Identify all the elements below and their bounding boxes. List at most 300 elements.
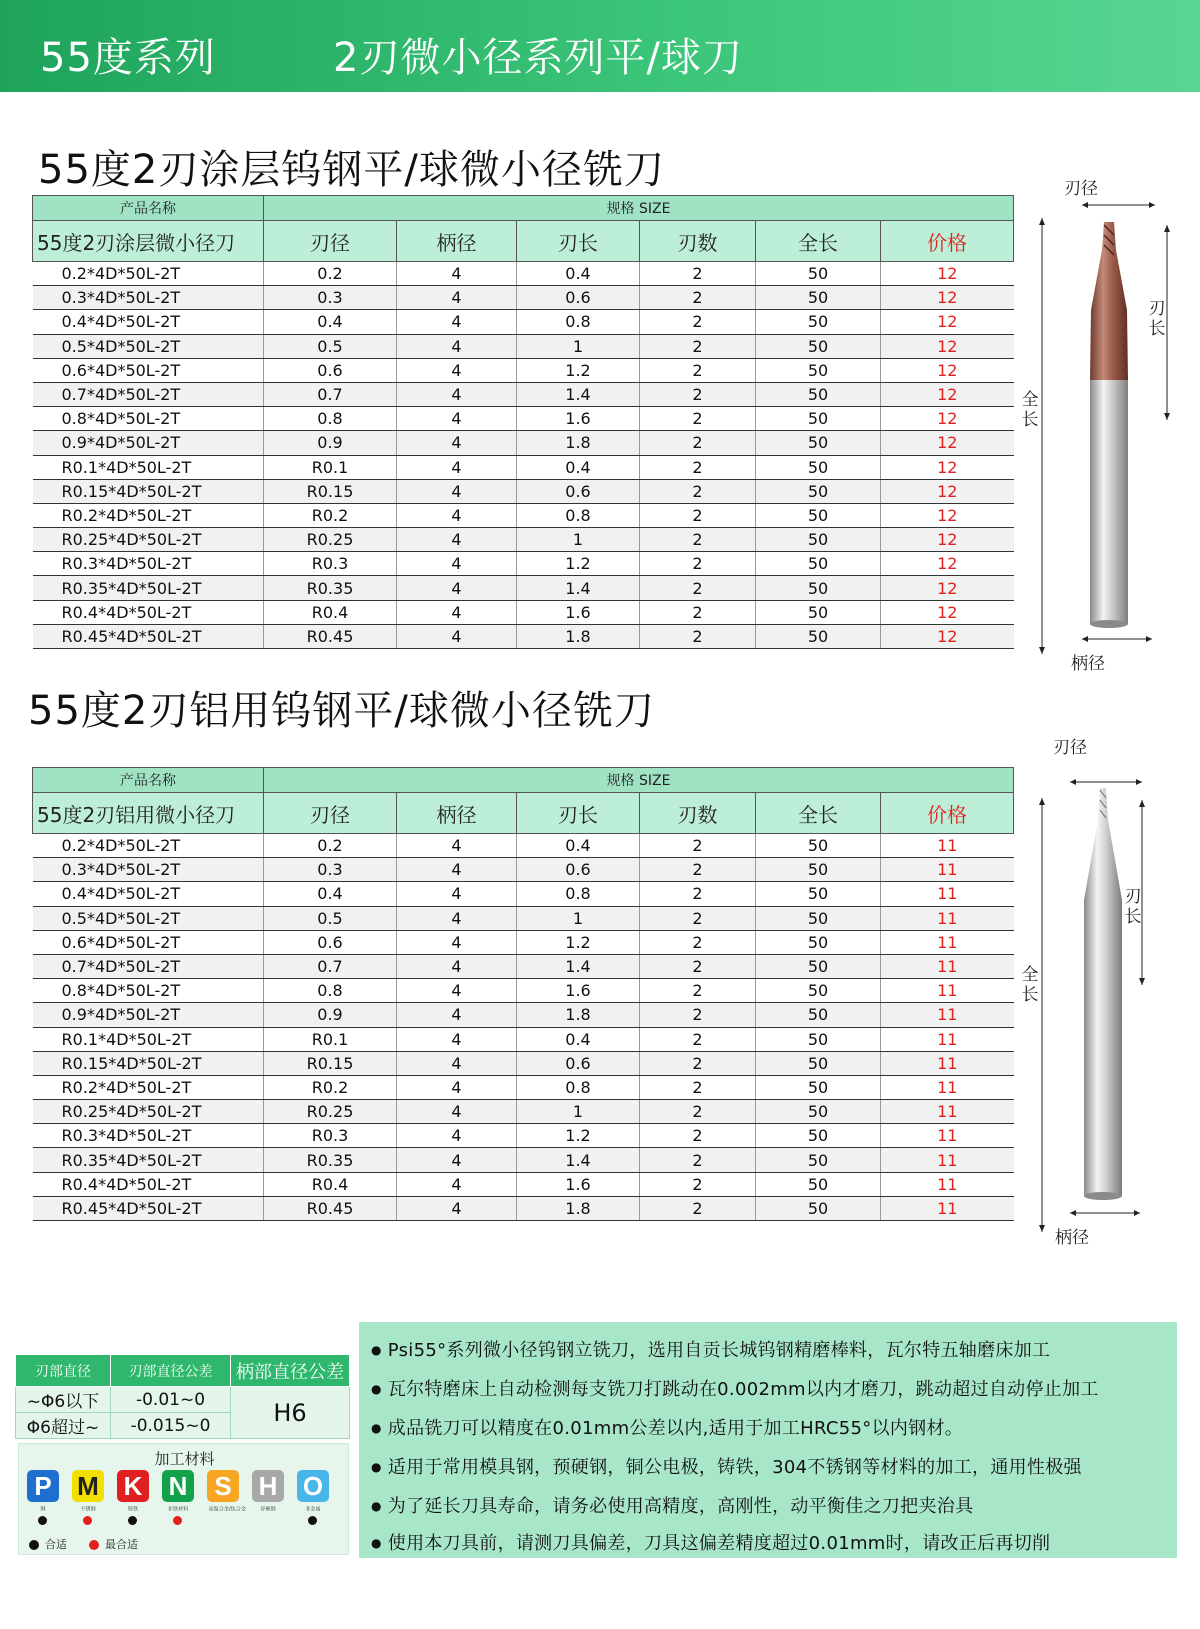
price-cell: 12: [881, 262, 1014, 286]
price-cell: 12: [881, 552, 1014, 576]
diagram2-shank-dia-label: 柄径: [1055, 1228, 1089, 1248]
price-cell: 11: [881, 858, 1014, 882]
flute-len-cell: 1.8: [517, 431, 640, 455]
model-cell: R0.4*4D*50L-2T: [33, 1172, 264, 1196]
flutes-cell: 2: [640, 407, 756, 431]
table-row: [33, 286, 1014, 310]
price-cell: 12: [881, 624, 1014, 648]
cut-dia-cell: 0.9: [264, 431, 397, 455]
overall-len-cell: 50: [756, 979, 881, 1003]
material-name: 钢: [40, 1506, 46, 1513]
table-row: [33, 1148, 1014, 1172]
overall-len-cell: 50: [756, 600, 881, 624]
material-name: 非铁材料: [167, 1506, 189, 1513]
col-price: 价格: [881, 221, 1014, 262]
flute-len-cell: 0.6: [517, 286, 640, 310]
model-cell: R0.45*4D*50L-2T: [33, 1196, 264, 1220]
shank-dia-cell: 4: [397, 1172, 517, 1196]
material-s: [206, 1470, 246, 1513]
table-row: [33, 262, 1014, 286]
cut-dia-cell: R0.15: [264, 479, 397, 503]
flutes-cell: 2: [640, 310, 756, 334]
overall-len-cell: 50: [756, 528, 881, 552]
flutes-cell: 2: [640, 979, 756, 1003]
model-cell: R0.3*4D*50L-2T: [33, 1124, 264, 1148]
table-row: [33, 334, 1014, 358]
shank-dia-cell: 4: [397, 624, 517, 648]
price-cell: 12: [881, 600, 1014, 624]
coated-end-mill-diagram: [1030, 180, 1200, 685]
material-n: [161, 1470, 195, 1513]
flutes-cell: 2: [640, 1196, 756, 1220]
overall-len-cell: 50: [756, 1100, 881, 1124]
flute-len-cell: 1: [517, 906, 640, 930]
shank-dia-cell: 4: [397, 431, 517, 455]
flute-len-cell: 1.4: [517, 382, 640, 406]
price-cell: 12: [881, 528, 1014, 552]
shank-dia-cell: 4: [397, 310, 517, 334]
table-row: [33, 600, 1014, 624]
section1-title: 55度2刃涂层钨钢平/球微小径铣刀: [38, 147, 665, 193]
model-cell: R0.35*4D*50L-2T: [33, 1148, 264, 1172]
cut-dia-cell: 0.5: [264, 334, 397, 358]
price-cell: 11: [881, 1051, 1014, 1075]
overall-len-cell: 50: [756, 1051, 881, 1075]
price-cell: 11: [881, 1148, 1014, 1172]
note-5: ● 为了延长刀具寿命，请务必使用高精度，高刚性，动平衡佳之刀把夹治具: [371, 1492, 973, 1518]
flute-len-cell: 0.8: [517, 882, 640, 906]
shank-dia-cell: 4: [397, 954, 517, 978]
flutes-cell: 2: [640, 262, 756, 286]
flutes-cell: 2: [640, 1027, 756, 1051]
category-title: 2刃微小径系列平/球刀: [333, 35, 743, 81]
overall-len-cell: 50: [756, 906, 881, 930]
model-cell: R0.15*4D*50L-2T: [33, 1051, 264, 1075]
overall-len-cell: 50: [756, 834, 881, 858]
red-dot-icon: [89, 1540, 99, 1550]
flute-len-cell: 1.4: [517, 1148, 640, 1172]
material-name: 高温合金/钛合金: [208, 1506, 246, 1513]
flutes-cell: 2: [640, 1148, 756, 1172]
flutes-cell: 2: [640, 382, 756, 406]
table-row: [33, 930, 1014, 954]
price-cell: 12: [881, 407, 1014, 431]
table-row: [33, 906, 1014, 930]
tol-header-dia-tol: 刃部直径公差: [111, 1355, 231, 1387]
flutes-cell: 2: [640, 528, 756, 552]
price-cell: 12: [881, 310, 1014, 334]
overall-len-cell: 50: [756, 358, 881, 382]
model-cell: R0.15*4D*50L-2T: [33, 479, 264, 503]
flutes-cell: 2: [640, 624, 756, 648]
shank-dia-cell: 4: [397, 1003, 517, 1027]
flute-len-cell: 1: [517, 334, 640, 358]
overall-len-cell: 50: [756, 407, 881, 431]
black-dot-icon: [308, 1516, 317, 1525]
shank-dia-cell: 4: [397, 1051, 517, 1075]
flutes-cell: 2: [640, 1100, 756, 1124]
cut-dia-cell: 0.5: [264, 906, 397, 930]
material-name: 淬硬钢: [260, 1506, 276, 1513]
flute-len-cell: 0.8: [517, 1075, 640, 1099]
table-row: [33, 1027, 1014, 1051]
notes-panel: [359, 1322, 1177, 1558]
model-cell: 0.6*4D*50L-2T: [33, 358, 264, 382]
cut-dia-cell: 0.2: [264, 834, 397, 858]
black-dot-icon: [128, 1516, 137, 1525]
tolerance-table: [15, 1354, 350, 1439]
model-cell: 0.9*4D*50L-2T: [33, 431, 264, 455]
overall-len-cell: 50: [756, 310, 881, 334]
tol-value-2: -0.015~0: [111, 1413, 231, 1439]
table-row: [33, 979, 1014, 1003]
material-k: [116, 1470, 150, 1513]
col-flutes: 刃数: [640, 793, 756, 834]
flute-len-cell: 1.6: [517, 1172, 640, 1196]
flute-len-cell: 0.4: [517, 834, 640, 858]
col-cut-dia: 刃径: [264, 221, 397, 262]
flute-len-cell: 0.6: [517, 858, 640, 882]
diagram1-shank-dia-label: 柄径: [1071, 654, 1105, 674]
flutes-cell: 2: [640, 600, 756, 624]
shank-dia-cell: 4: [397, 1148, 517, 1172]
model-cell: 0.4*4D*50L-2T: [33, 882, 264, 906]
materials-title: 加工材料: [154, 1450, 215, 1468]
flutes-cell: 2: [640, 1124, 756, 1148]
cut-dia-cell: R0.1: [264, 455, 397, 479]
diagram2-overall-len-label: 全长: [1021, 965, 1039, 1005]
shank-dia-cell: 4: [397, 1196, 517, 1220]
price-cell: 12: [881, 479, 1014, 503]
header-band: [0, 0, 1200, 92]
diagram1-overall-len-label: 全长: [1021, 390, 1039, 430]
flutes-cell: 2: [640, 334, 756, 358]
col-flute-len: 刃长: [517, 793, 640, 834]
diagram2-flute-len-label: 刃长: [1124, 887, 1142, 927]
overall-len-cell: 50: [756, 455, 881, 479]
flutes-cell: 2: [640, 930, 756, 954]
aluminum-end-mill-diagram: [1030, 760, 1200, 1260]
flute-len-cell: 0.8: [517, 310, 640, 334]
price-cell: 11: [881, 1172, 1014, 1196]
overall-len-cell: 50: [756, 286, 881, 310]
product-name: 55度2刃铝用微小径刀: [33, 793, 264, 834]
tol-header-shank-tol: 柄部直径公差: [231, 1355, 350, 1387]
price-cell: 11: [881, 1003, 1014, 1027]
flute-len-cell: 1.4: [517, 576, 640, 600]
model-cell: R0.25*4D*50L-2T: [33, 528, 264, 552]
model-cell: 0.9*4D*50L-2T: [33, 1003, 264, 1027]
table-row: [33, 1075, 1014, 1099]
overall-len-cell: 50: [756, 334, 881, 358]
price-cell: 11: [881, 882, 1014, 906]
material-letter-icon: S: [207, 1470, 239, 1502]
shank-dia-cell: 4: [397, 479, 517, 503]
section2-title: 55度2刃铝用钨钢平/球微小径铣刀: [28, 688, 655, 734]
red-dot-icon: [83, 1516, 92, 1525]
material-p: [26, 1470, 60, 1513]
cut-dia-cell: R0.4: [264, 1172, 397, 1196]
flutes-cell: 2: [640, 1075, 756, 1099]
shank-tolerance: H6: [231, 1387, 350, 1439]
price-cell: 11: [881, 1124, 1014, 1148]
cut-dia-cell: R0.15: [264, 1051, 397, 1075]
price-cell: 12: [881, 431, 1014, 455]
table-row: [33, 358, 1014, 382]
model-cell: R0.35*4D*50L-2T: [33, 576, 264, 600]
shank-dia-cell: 4: [397, 1100, 517, 1124]
table-row: [33, 407, 1014, 431]
shank-dia-cell: 4: [397, 906, 517, 930]
table-row: [33, 624, 1014, 648]
shank-dia-cell: 4: [397, 882, 517, 906]
flute-len-cell: 1.6: [517, 600, 640, 624]
flute-len-cell: 1.8: [517, 1196, 640, 1220]
flute-len-cell: 0.4: [517, 455, 640, 479]
flutes-cell: 2: [640, 882, 756, 906]
cut-dia-cell: R0.25: [264, 1100, 397, 1124]
flutes-cell: 2: [640, 834, 756, 858]
table-row: [33, 503, 1014, 527]
model-cell: R0.4*4D*50L-2T: [33, 600, 264, 624]
overall-len-cell: 50: [756, 624, 881, 648]
model-cell: R0.2*4D*50L-2T: [33, 503, 264, 527]
col-overall-len: 全长: [756, 221, 881, 262]
table-row: [33, 528, 1014, 552]
shank-dia-cell: 4: [397, 552, 517, 576]
shank-dia-cell: 4: [397, 1075, 517, 1099]
col-flutes: 刃数: [640, 221, 756, 262]
cut-dia-cell: 0.6: [264, 930, 397, 954]
model-cell: 0.8*4D*50L-2T: [33, 979, 264, 1003]
table-row: [33, 552, 1014, 576]
table-row: [33, 954, 1014, 978]
col-flute-len: 刃长: [517, 221, 640, 262]
diagram1-flute-len-label: 刃长: [1148, 299, 1166, 339]
flutes-cell: 2: [640, 358, 756, 382]
material-letter-icon: N: [162, 1470, 194, 1502]
table-row: [33, 310, 1014, 334]
cut-dia-cell: R0.35: [264, 576, 397, 600]
cut-dia-cell: 0.8: [264, 407, 397, 431]
material-name: 不锈钢: [80, 1506, 96, 1513]
model-cell: R0.1*4D*50L-2T: [33, 1027, 264, 1051]
black-dot-icon: [38, 1516, 47, 1525]
col-shank-dia: 柄径: [397, 221, 517, 262]
flute-len-cell: 1: [517, 528, 640, 552]
cut-dia-cell: R0.45: [264, 624, 397, 648]
flute-len-cell: 1.6: [517, 979, 640, 1003]
shank-dia-cell: 4: [397, 407, 517, 431]
price-cell: 11: [881, 930, 1014, 954]
material-letter-icon: M: [72, 1470, 104, 1502]
overall-len-cell: 50: [756, 479, 881, 503]
shank-dia-cell: 4: [397, 834, 517, 858]
overall-len-cell: 50: [756, 382, 881, 406]
note-3: ● 成品铣刀可以精度在0.01mm公差以内,适用于加工HRC55°以内钢材。: [371, 1414, 963, 1440]
flute-len-cell: 0.8: [517, 503, 640, 527]
shank-dia-cell: 4: [397, 503, 517, 527]
flutes-cell: 2: [640, 858, 756, 882]
overall-len-cell: 50: [756, 262, 881, 286]
flute-len-cell: 1.4: [517, 954, 640, 978]
cut-dia-cell: 0.3: [264, 286, 397, 310]
shank-dia-cell: 4: [397, 858, 517, 882]
diagram1-cut-dia-label: 刃径: [1064, 179, 1098, 199]
price-cell: 11: [881, 1100, 1014, 1124]
price-cell: 11: [881, 834, 1014, 858]
cut-dia-cell: 0.7: [264, 954, 397, 978]
flutes-cell: 2: [640, 503, 756, 527]
shank-dia-cell: 4: [397, 1027, 517, 1051]
cut-dia-cell: 0.8: [264, 979, 397, 1003]
material-letter-icon: K: [117, 1470, 149, 1502]
header-product-name: 产品名称: [33, 196, 264, 221]
flute-len-cell: 1: [517, 1100, 640, 1124]
shank-dia-cell: 4: [397, 930, 517, 954]
model-cell: R0.25*4D*50L-2T: [33, 1100, 264, 1124]
tol-header-dia: 刃部直径: [16, 1355, 111, 1387]
model-cell: 0.4*4D*50L-2T: [33, 310, 264, 334]
cut-dia-cell: R0.3: [264, 552, 397, 576]
header-size: 规格 SIZE: [264, 768, 1014, 793]
tol-range-1: ~Φ6以下: [16, 1387, 111, 1413]
flute-len-cell: 1.6: [517, 407, 640, 431]
price-cell: 11: [881, 1075, 1014, 1099]
cut-dia-cell: 0.2: [264, 262, 397, 286]
table-row: [33, 1172, 1014, 1196]
spec-table-aluminum: [32, 767, 1014, 1221]
model-cell: 0.2*4D*50L-2T: [33, 834, 264, 858]
tol-value-1: -0.01~0: [111, 1387, 231, 1413]
overall-len-cell: 50: [756, 1027, 881, 1051]
overall-len-cell: 50: [756, 954, 881, 978]
flute-len-cell: 1.2: [517, 358, 640, 382]
cut-dia-cell: 0.6: [264, 358, 397, 382]
flutes-cell: 2: [640, 1003, 756, 1027]
shank-dia-cell: 4: [397, 528, 517, 552]
model-cell: 0.8*4D*50L-2T: [33, 407, 264, 431]
header-size: 规格 SIZE: [264, 196, 1014, 221]
overall-len-cell: 50: [756, 882, 881, 906]
note-1: ● Psi55°系列微小径钨钢立铣刀，选用自贡长城钨钢精磨棒料，瓦尔特五轴磨床加工: [371, 1336, 1050, 1362]
cut-dia-cell: R0.1: [264, 1027, 397, 1051]
cut-dia-cell: R0.2: [264, 1075, 397, 1099]
price-cell: 12: [881, 576, 1014, 600]
model-cell: 0.3*4D*50L-2T: [33, 858, 264, 882]
spec-table-coated: [32, 195, 1014, 649]
header-product-name: 产品名称: [33, 768, 264, 793]
flutes-cell: 2: [640, 552, 756, 576]
flutes-cell: 2: [640, 1172, 756, 1196]
tol-range-2: Φ6超过~: [16, 1413, 111, 1439]
table-row: [33, 382, 1014, 406]
table-row: [33, 455, 1014, 479]
flutes-cell: 2: [640, 906, 756, 930]
material-letter-icon: O: [297, 1470, 329, 1502]
shank-dia-cell: 4: [397, 382, 517, 406]
table-row: [33, 1124, 1014, 1148]
shank-dia-cell: 4: [397, 334, 517, 358]
price-cell: 11: [881, 1027, 1014, 1051]
overall-len-cell: 50: [756, 576, 881, 600]
table-row: [33, 431, 1014, 455]
model-cell: 0.3*4D*50L-2T: [33, 286, 264, 310]
flutes-cell: 2: [640, 286, 756, 310]
cut-dia-cell: 0.3: [264, 858, 397, 882]
flutes-cell: 2: [640, 431, 756, 455]
flutes-cell: 2: [640, 954, 756, 978]
model-cell: R0.45*4D*50L-2T: [33, 624, 264, 648]
price-cell: 12: [881, 358, 1014, 382]
overall-len-cell: 50: [756, 1003, 881, 1027]
shank-dia-cell: 4: [397, 576, 517, 600]
black-dot-icon: [29, 1540, 39, 1550]
flute-len-cell: 0.4: [517, 1027, 640, 1051]
flutes-cell: 2: [640, 455, 756, 479]
price-cell: 12: [881, 286, 1014, 310]
cut-dia-cell: R0.4: [264, 600, 397, 624]
shank-dia-cell: 4: [397, 455, 517, 479]
price-cell: 11: [881, 906, 1014, 930]
overall-len-cell: 50: [756, 1196, 881, 1220]
table-row: [33, 479, 1014, 503]
table-row: [33, 1003, 1014, 1027]
material-name: 非金属: [305, 1506, 321, 1513]
model-cell: 0.5*4D*50L-2T: [33, 906, 264, 930]
flute-len-cell: 1.2: [517, 1124, 640, 1148]
flute-len-cell: 1.2: [517, 552, 640, 576]
shank-dia-cell: 4: [397, 358, 517, 382]
materials-panel: [18, 1443, 349, 1555]
overall-len-cell: 50: [756, 1148, 881, 1172]
price-cell: 12: [881, 382, 1014, 406]
note-6: ● 使用本刀具前，请测刀具偏差，刀具这偏差精度超过0.01mm时，请改正后再切削: [371, 1529, 1050, 1555]
overall-len-cell: 50: [756, 503, 881, 527]
col-cut-dia: 刃径: [264, 793, 397, 834]
flute-len-cell: 1.8: [517, 1003, 640, 1027]
flute-len-cell: 0.6: [517, 479, 640, 503]
price-cell: 12: [881, 455, 1014, 479]
model-cell: 0.7*4D*50L-2T: [33, 382, 264, 406]
cut-dia-cell: 0.4: [264, 882, 397, 906]
col-price: 价格: [881, 793, 1014, 834]
shank-dia-cell: 4: [397, 262, 517, 286]
flutes-cell: 2: [640, 479, 756, 503]
material-o: [296, 1470, 330, 1513]
cut-dia-cell: R0.2: [264, 503, 397, 527]
overall-len-cell: 50: [756, 431, 881, 455]
model-cell: R0.3*4D*50L-2T: [33, 552, 264, 576]
model-cell: 0.2*4D*50L-2T: [33, 262, 264, 286]
col-shank-dia: 柄径: [397, 793, 517, 834]
table-row: [33, 576, 1014, 600]
model-cell: 0.6*4D*50L-2T: [33, 930, 264, 954]
material-h: [251, 1470, 285, 1513]
cut-dia-cell: R0.25: [264, 528, 397, 552]
shank-dia-cell: 4: [397, 979, 517, 1003]
diagram2-cut-dia-label: 刃径: [1053, 738, 1087, 758]
material-letter-icon: H: [252, 1470, 284, 1502]
overall-len-cell: 50: [756, 1075, 881, 1099]
shank-dia-cell: 4: [397, 600, 517, 624]
cut-dia-cell: 0.9: [264, 1003, 397, 1027]
col-overall-len: 全长: [756, 793, 881, 834]
note-4: ● 适用于常用模具钢，预硬钢，铜公电极，铸铁，304不锈钢等材料的加工，通用性极强: [371, 1453, 1082, 1479]
overall-len-cell: 50: [756, 930, 881, 954]
red-dot-icon: [173, 1516, 182, 1525]
material-name: 铸铁: [127, 1506, 139, 1513]
